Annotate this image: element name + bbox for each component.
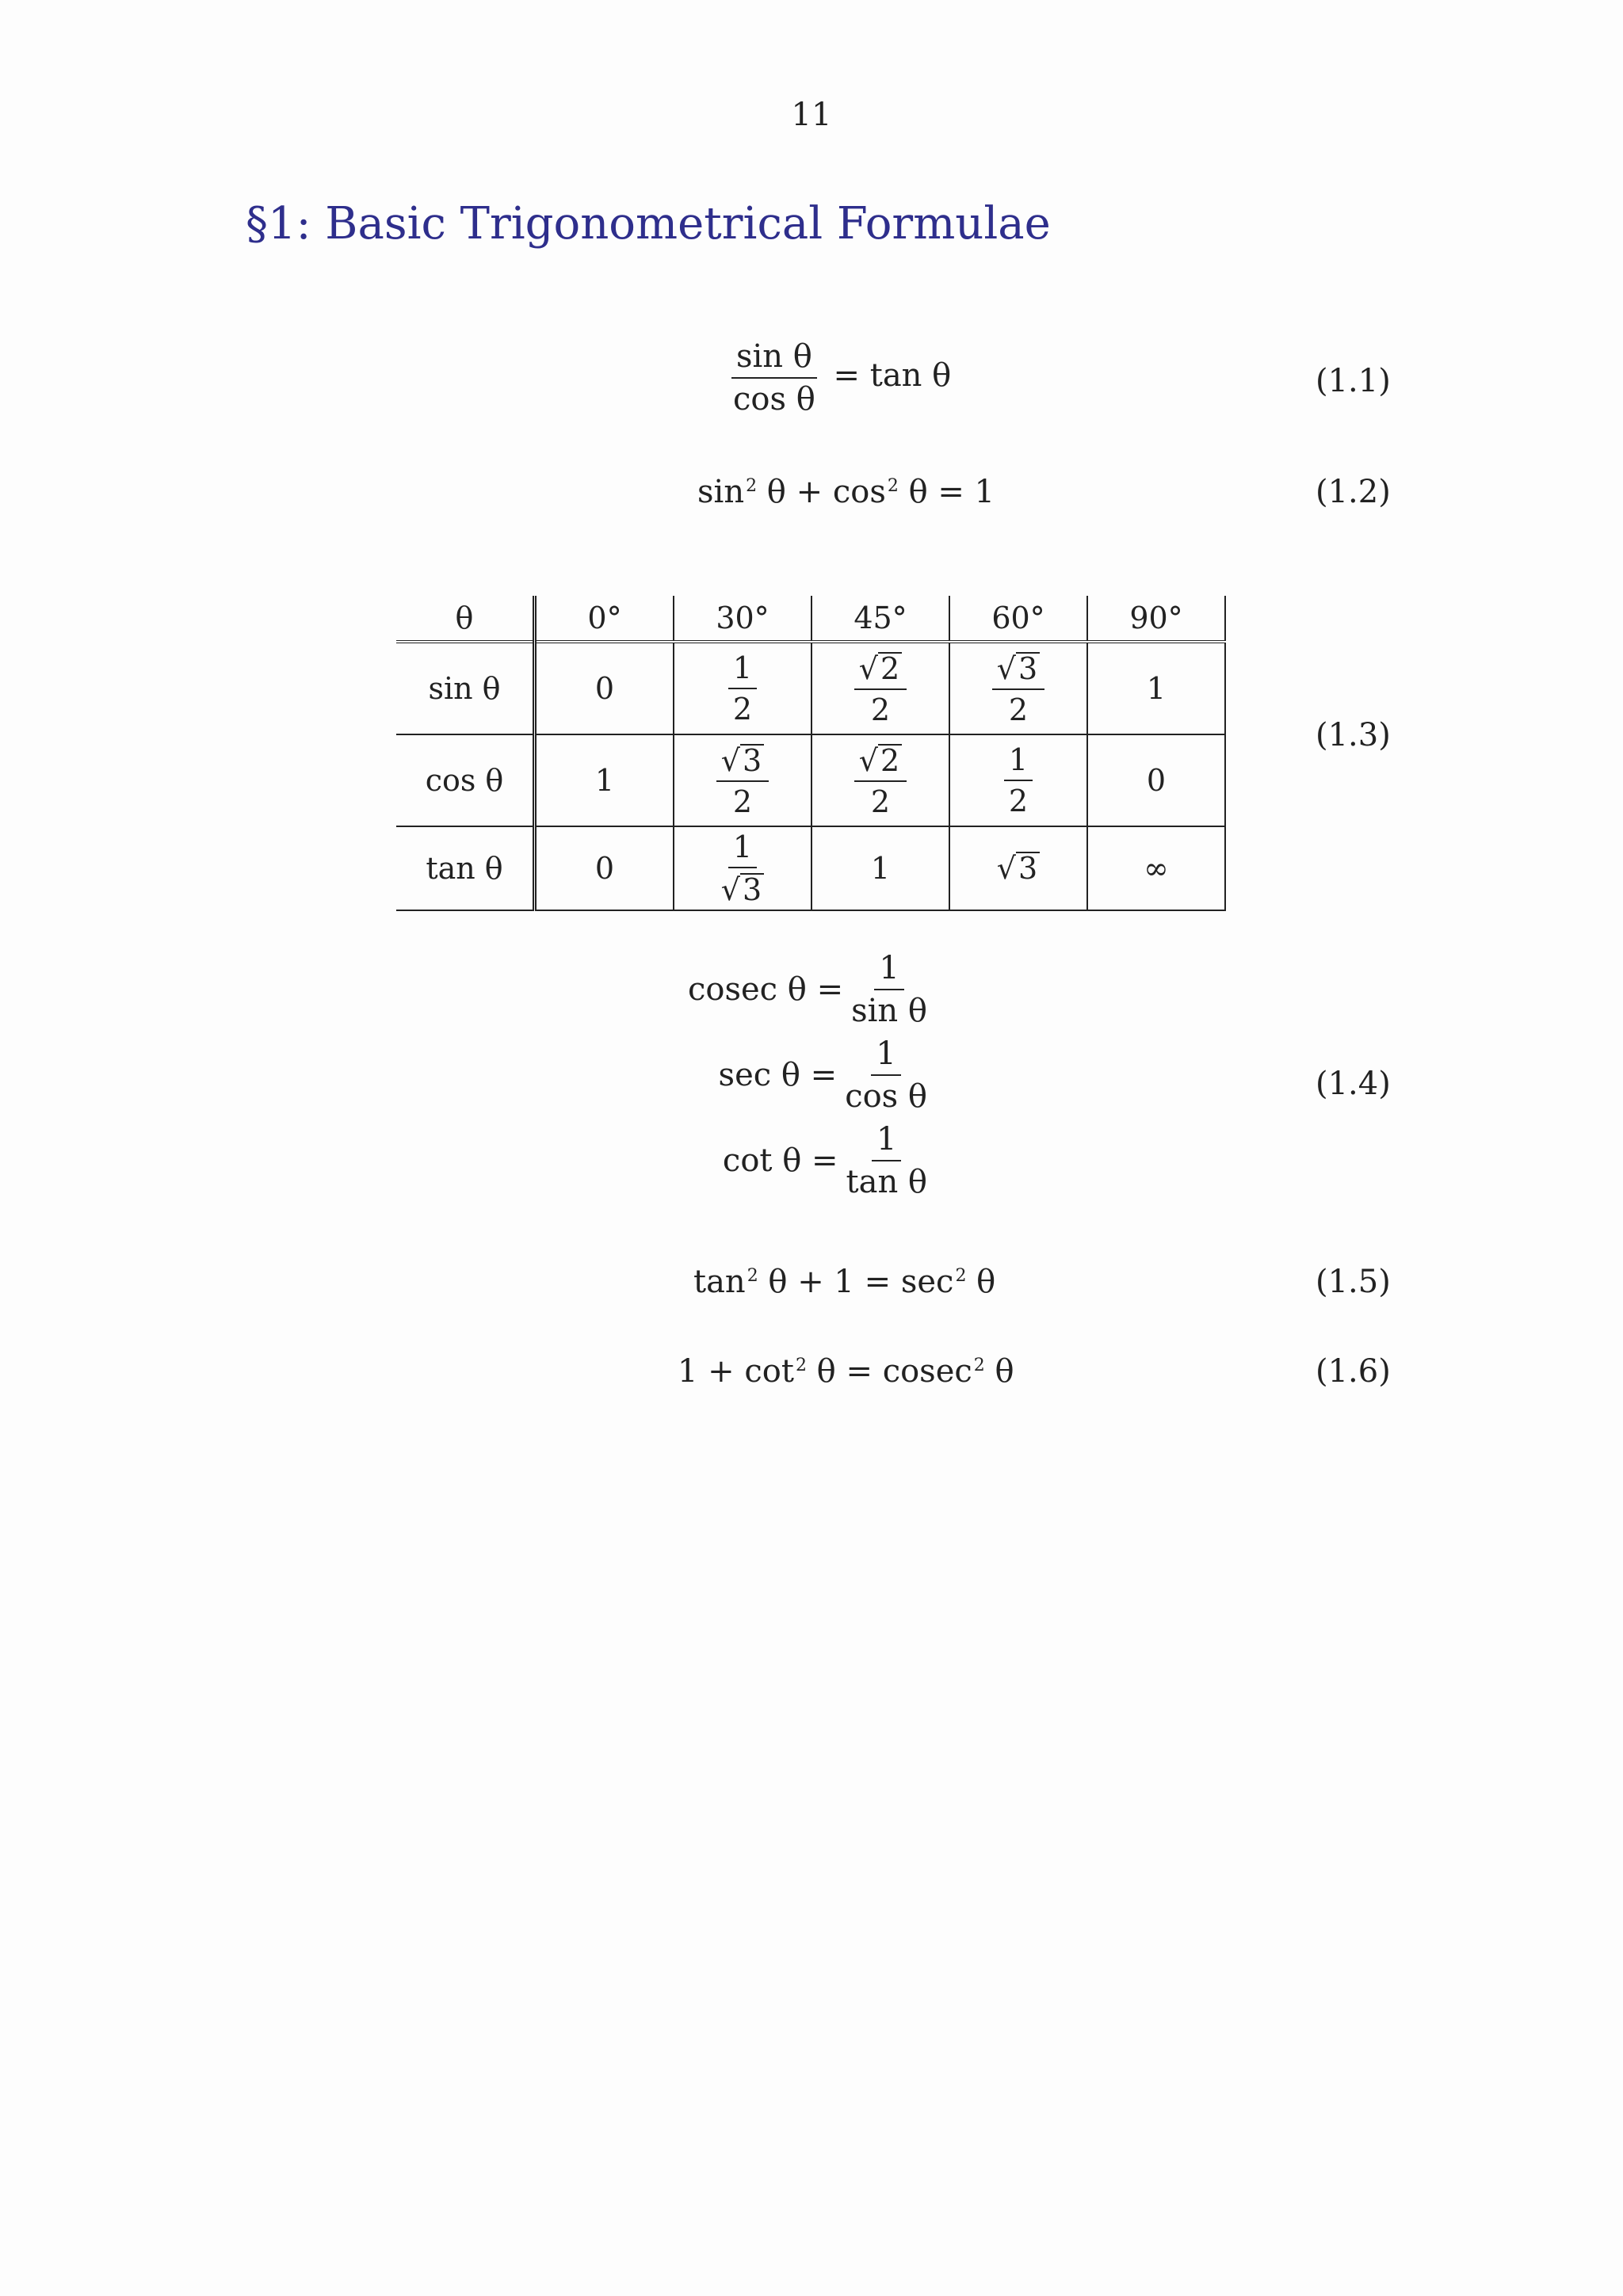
fraction bbox=[728, 650, 757, 727]
numerator: sin θ bbox=[731, 341, 817, 379]
square-root: √3 bbox=[997, 851, 1040, 886]
table-cell bbox=[949, 826, 1087, 910]
table-cell bbox=[812, 734, 949, 826]
table-row bbox=[396, 734, 1225, 826]
fraction bbox=[840, 1035, 932, 1115]
equation-number-1-5: (1.5) bbox=[1316, 1264, 1391, 1300]
denominator: cos θ bbox=[733, 381, 815, 418]
equation-1-4 bbox=[687, 947, 935, 1203]
radicand: 3 bbox=[740, 873, 764, 905]
eq-part: θ bbox=[966, 1264, 996, 1300]
eq-part: θ + cos bbox=[757, 474, 886, 510]
table-row bbox=[396, 642, 1225, 734]
eq-lhs: sec θ = bbox=[718, 1057, 838, 1093]
header-cell: 45° bbox=[812, 596, 949, 642]
table-cell: 1 bbox=[812, 826, 949, 910]
numerator bbox=[854, 652, 907, 690]
denominator bbox=[716, 868, 769, 905]
fraction bbox=[854, 652, 907, 725]
table-cell: 0 bbox=[1087, 734, 1225, 826]
fraction bbox=[1004, 742, 1033, 818]
table-header-row bbox=[396, 596, 1225, 642]
denominator: cos θ bbox=[845, 1078, 927, 1115]
table-cell: 1 bbox=[535, 734, 674, 826]
denominator: sin θ bbox=[851, 993, 927, 1029]
radicand: 2 bbox=[878, 652, 902, 684]
fraction bbox=[842, 1123, 932, 1198]
eq-part: θ = 1 bbox=[898, 474, 995, 510]
square-root: √3 bbox=[721, 873, 764, 905]
row-label: tan θ bbox=[396, 826, 535, 910]
table-cell: 0 bbox=[535, 642, 674, 734]
square-root: √3 bbox=[721, 744, 764, 776]
equation-number-1-2: (1.2) bbox=[1316, 474, 1391, 510]
square-root: √3 bbox=[997, 652, 1040, 684]
table-cell bbox=[949, 734, 1087, 826]
exponent: 2 bbox=[955, 1265, 967, 1286]
cot-row bbox=[697, 1118, 935, 1203]
eq-part: θ bbox=[984, 1353, 1014, 1390]
numerator bbox=[992, 652, 1044, 690]
denominator: 2 bbox=[732, 784, 753, 819]
trig-values-table bbox=[396, 596, 1226, 911]
eq-part: sin bbox=[697, 474, 745, 510]
table-row bbox=[396, 826, 1225, 910]
table-cell: ∞ bbox=[1087, 826, 1225, 910]
denominator: 2 bbox=[870, 784, 891, 819]
equation-number-1-6: (1.6) bbox=[1316, 1353, 1391, 1390]
radicand: 3 bbox=[1016, 652, 1040, 684]
header-cell: 90° bbox=[1087, 596, 1225, 642]
denominator: tan θ bbox=[846, 1164, 927, 1200]
numerator bbox=[854, 744, 907, 782]
header-cell: 30° bbox=[674, 596, 812, 642]
eq-part: tan bbox=[693, 1264, 746, 1300]
numerator: 1 bbox=[728, 832, 757, 868]
radicand: 3 bbox=[1016, 852, 1040, 883]
header-cell: 60° bbox=[949, 596, 1087, 642]
row-label: sin θ bbox=[396, 642, 535, 734]
table-cell bbox=[674, 642, 812, 734]
table-cell bbox=[674, 826, 812, 910]
table-cell bbox=[949, 642, 1087, 734]
radicand: 3 bbox=[740, 744, 764, 776]
table-cell bbox=[674, 734, 812, 826]
eq-part: θ = cosec bbox=[806, 1353, 972, 1390]
exponent: 2 bbox=[746, 475, 758, 496]
equation-1-2 bbox=[697, 474, 995, 510]
numerator: 1 bbox=[1004, 745, 1033, 781]
denominator: 2 bbox=[1008, 784, 1029, 818]
radicand: 2 bbox=[878, 744, 902, 776]
cosec-row bbox=[687, 947, 935, 1032]
equation-rhs: = tan θ bbox=[833, 357, 952, 394]
fraction bbox=[716, 832, 769, 905]
equation-number-1-3: (1.3) bbox=[1316, 717, 1391, 753]
eq-lhs: cosec θ = bbox=[687, 971, 844, 1008]
equation-1-5 bbox=[693, 1264, 995, 1300]
equation-1-1 bbox=[725, 338, 952, 418]
denominator: 2 bbox=[1008, 692, 1029, 727]
exponent: 2 bbox=[887, 475, 899, 496]
eq-part: 1 + cot bbox=[678, 1353, 794, 1390]
exponent: 2 bbox=[973, 1355, 985, 1375]
numerator bbox=[716, 744, 769, 782]
fraction bbox=[992, 652, 1044, 725]
row-label: cos θ bbox=[396, 734, 535, 826]
page-number: 11 bbox=[791, 97, 832, 133]
fraction bbox=[728, 338, 820, 418]
section-title: §1: Basic Trigonometrical Formulae bbox=[246, 198, 1051, 250]
fraction bbox=[716, 744, 769, 817]
denominator: 2 bbox=[870, 692, 891, 727]
fraction bbox=[854, 744, 907, 817]
exponent: 2 bbox=[795, 1355, 807, 1375]
table-cell: 0 bbox=[535, 826, 674, 910]
header-cell: 0° bbox=[535, 596, 674, 642]
square-root: √2 bbox=[859, 744, 902, 776]
numerator: 1 bbox=[872, 1123, 901, 1161]
header-cell: θ bbox=[396, 596, 535, 642]
equation-number-1-4: (1.4) bbox=[1316, 1066, 1391, 1102]
square-root: √2 bbox=[859, 652, 902, 684]
fraction bbox=[846, 952, 932, 1027]
equation-1-6 bbox=[678, 1353, 1014, 1390]
exponent: 2 bbox=[747, 1265, 758, 1286]
numerator: 1 bbox=[871, 1038, 900, 1076]
equation-number-1-1: (1.1) bbox=[1316, 363, 1391, 399]
table-cell: 1 bbox=[1087, 642, 1225, 734]
numerator: 1 bbox=[874, 952, 903, 990]
sec-row bbox=[697, 1032, 935, 1118]
denominator: 2 bbox=[732, 692, 753, 727]
eq-lhs: cot θ = bbox=[722, 1142, 838, 1179]
eq-part: θ + 1 = sec bbox=[758, 1264, 954, 1300]
numerator: 1 bbox=[728, 653, 757, 689]
table-cell bbox=[812, 642, 949, 734]
